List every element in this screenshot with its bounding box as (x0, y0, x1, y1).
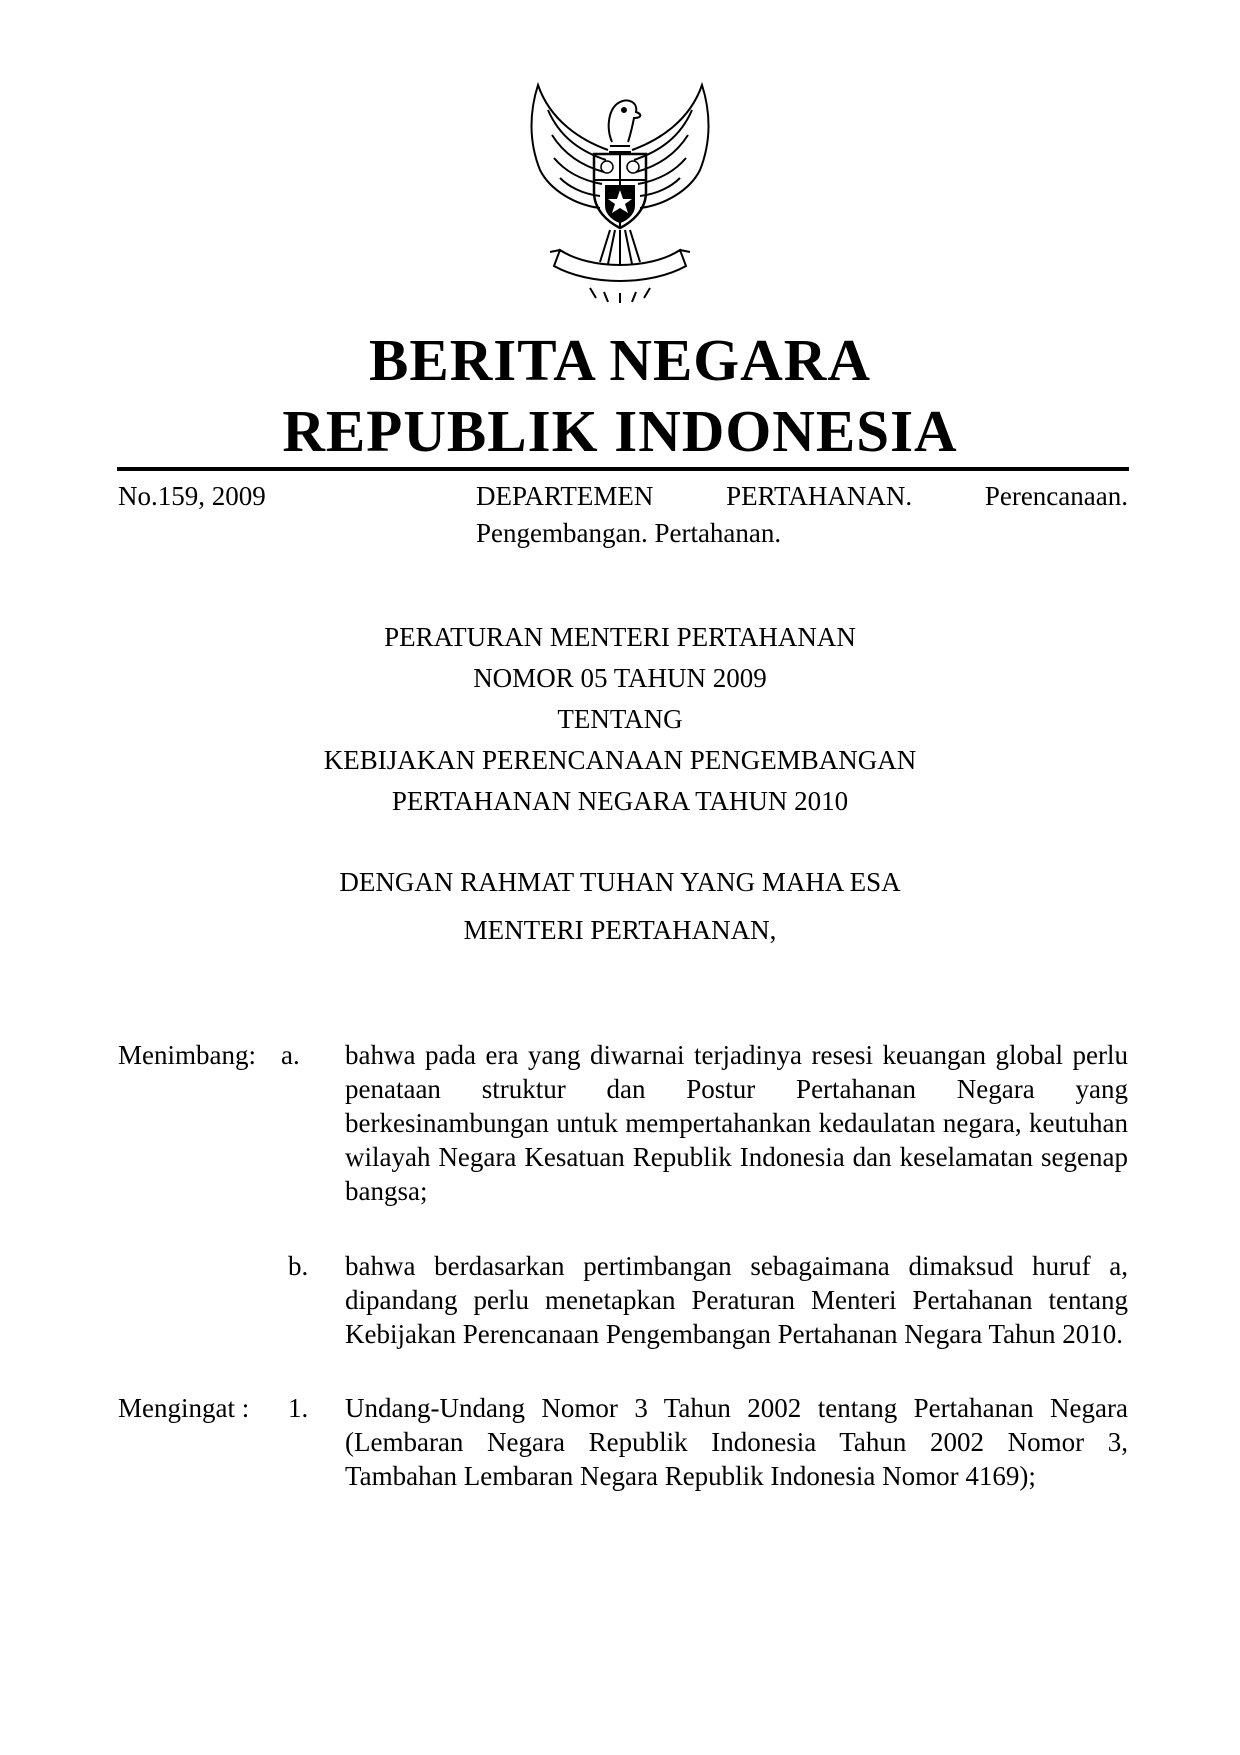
menimbang-item-text: bahwa berdasarkan pertimbangan sebagaimana dimaksud huruf a, dipandang perlu menetapkan Peraturan Menteri Pertahanan tentang Kebijakan Perencanaan Pengembangan Pertahanan Negara Tahun 2010. (345, 1251, 1128, 1349)
preamble-line-1: DENGAN RAHMAT TUHAN YANG MAHA ESA (339, 867, 901, 897)
regulation-title-line-1: PERATURAN MENTERI PERTAHANAN (384, 622, 856, 652)
regulation-title-line-3: TENTANG (557, 704, 683, 734)
gazette-subject-line-2: Pengembangan. Pertahanan. (476, 518, 782, 548)
menimbang-item-marker: b. (288, 1251, 309, 1281)
masthead-subtitle: REPUBLIK INDONESIA (282, 398, 958, 464)
preamble-line-2: MENTERI PERTAHANAN, (463, 915, 777, 945)
regulation-title-line-4: KEBIJAKAN PERENCANAAN PENGEMBANGAN (323, 745, 917, 775)
regulation-title-line-5: PERTAHANAN NEGARA TAHUN 2010 (391, 786, 849, 816)
masthead-title: BERITA NEGARA (368, 327, 872, 393)
menimbang-item-marker: a. (281, 1040, 300, 1070)
masthead-divider (117, 467, 1129, 471)
regulation-title (0, 617, 1240, 822)
menimbang-item-text: bahwa pada era yang diwarnai terjadinya resesi keuangan global perlu penataan struktur dan Postur Pertahanan Negara yang berkesinambungan untuk mempertahankan kedaulatan negara, keutuhan wilayah Negara Kesatuan Republik Indonesia dan keselamatan segenap bangsa; (345, 1040, 1128, 1206)
gazette-subject (476, 478, 1128, 552)
menimbang-label: Menimbang: (118, 1040, 256, 1070)
mengingat-item-text: Undang-Undang Nomor 3 Tahun 2002 tentang Pertahanan Negara (Lembaran Negara Republik Indonesia Tahun 2002 Nomor 3, Tambahan Lembaran Negara Republik Indonesia Nomor 4169); (345, 1393, 1128, 1491)
garuda-pancasila-emblem-icon (520, 80, 720, 305)
gazette-number: No.159, 2009 (118, 481, 266, 511)
mengingat-item-marker: 1. (288, 1393, 309, 1423)
preamble (0, 858, 1240, 954)
mengingat-label: Mengingat : (118, 1393, 250, 1423)
regulation-title-line-2: NOMOR 05 TAHUN 2009 (473, 663, 767, 693)
garuda-emblem (520, 80, 720, 305)
gazette-subject-line-1: DEPARTEMEN PERTAHANAN. Perencanaan. (476, 481, 1128, 511)
